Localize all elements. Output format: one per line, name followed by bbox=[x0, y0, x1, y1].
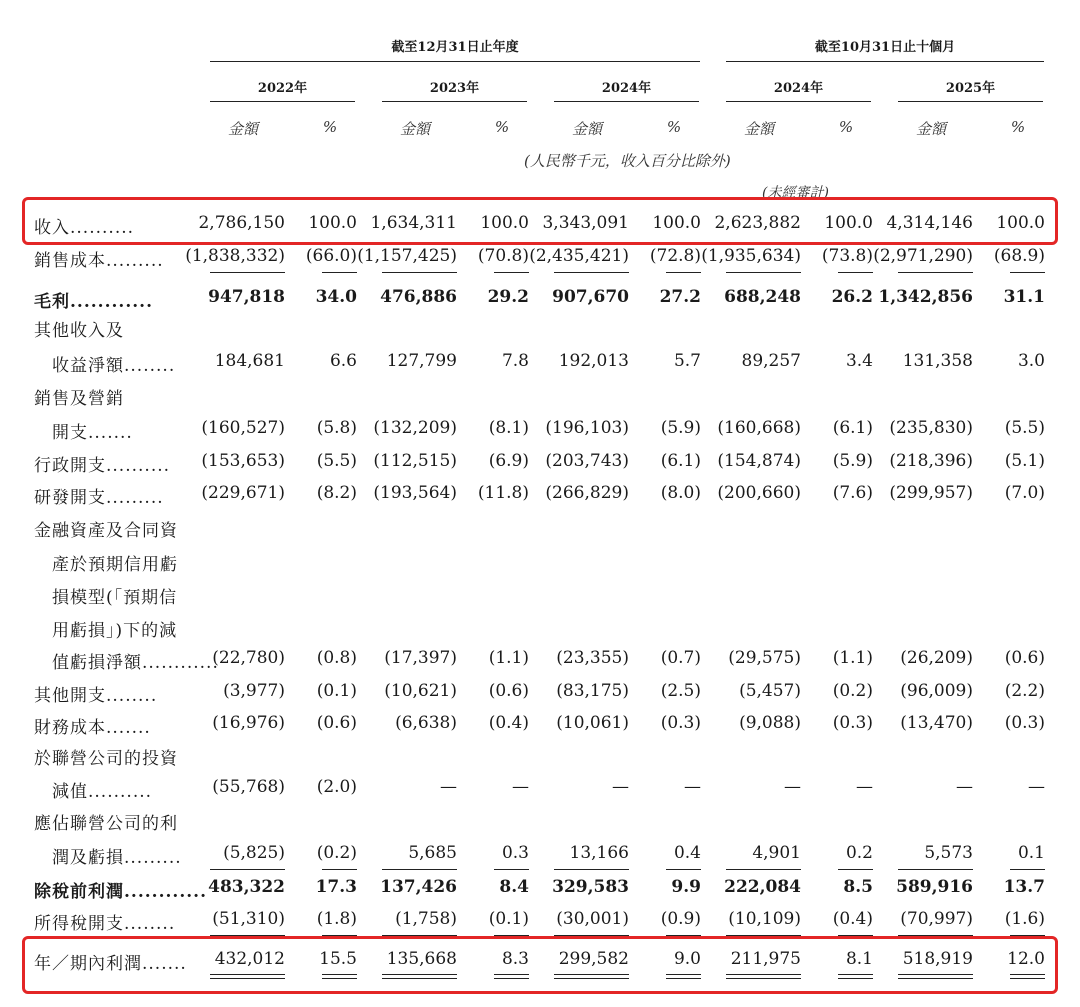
percent-cell: 3.4 bbox=[845, 351, 873, 371]
amount-cell: 127,799 bbox=[386, 351, 457, 371]
subtotal-rule bbox=[666, 272, 701, 273]
percent-cell: (0.2) bbox=[832, 681, 873, 701]
amount-cell: (1,838,332) bbox=[185, 246, 285, 266]
row-label: 損模型(「預期信 bbox=[52, 588, 178, 608]
percent-cell: 100.0 bbox=[652, 213, 701, 233]
percent-cell: 0.4 bbox=[673, 843, 701, 863]
percent-cell: (0.6) bbox=[316, 713, 357, 733]
percent-cell: (73.8) bbox=[821, 246, 873, 266]
percent-cell: 6.6 bbox=[329, 351, 357, 371]
pct-header: % bbox=[666, 118, 682, 136]
percent-cell: (6.1) bbox=[832, 418, 873, 438]
amount-cell: 947,818 bbox=[208, 287, 285, 307]
percent-cell: 26.2 bbox=[831, 287, 873, 307]
amount-cell: (200,660) bbox=[717, 483, 801, 503]
year-header-2023: 2023年 bbox=[429, 81, 480, 96]
amount-cell: 131,358 bbox=[902, 351, 973, 371]
subtotal-rule bbox=[382, 272, 457, 273]
subtotal-rule bbox=[494, 272, 529, 273]
percent-cell: 31.1 bbox=[1003, 287, 1045, 307]
amount-cell: (9,088) bbox=[739, 713, 801, 733]
percent-cell: (2.5) bbox=[660, 681, 701, 701]
percent-cell: (0.3) bbox=[832, 713, 873, 733]
percent-cell: — bbox=[1028, 777, 1045, 797]
percent-cell: 12.0 bbox=[1007, 949, 1045, 969]
percent-cell: 8.5 bbox=[843, 877, 873, 897]
percent-cell: 27.2 bbox=[659, 287, 701, 307]
unaudited-note: (未經審計) bbox=[762, 185, 829, 201]
amount-header: 金額 bbox=[743, 120, 774, 138]
amount-header: 金額 bbox=[399, 120, 430, 138]
percent-cell: (1.1) bbox=[488, 648, 529, 668]
subtotal-rule bbox=[322, 272, 357, 273]
amount-cell: (2,435,421) bbox=[529, 246, 629, 266]
group-header-fiscal-year: 截至12月31日止年度 bbox=[391, 40, 519, 55]
row-label: 潤及虧損......... bbox=[52, 848, 182, 868]
percent-cell: 9.9 bbox=[671, 877, 701, 897]
percent-cell: (5.5) bbox=[316, 451, 357, 471]
row-label: 應佔聯營公司的利 bbox=[34, 814, 178, 834]
percent-cell: (1.1) bbox=[832, 648, 873, 668]
amount-cell: (10,621) bbox=[384, 681, 457, 701]
subtotal-rule bbox=[1010, 272, 1045, 273]
amount-cell: 476,886 bbox=[380, 287, 457, 307]
percent-cell: (5.8) bbox=[316, 418, 357, 438]
percent-cell: 7.8 bbox=[501, 351, 529, 371]
row-label: 其他開支........ bbox=[34, 686, 158, 706]
amount-cell: (10,061) bbox=[556, 713, 629, 733]
amount-cell: (3,977) bbox=[223, 681, 285, 701]
amount-cell: (22,780) bbox=[212, 648, 285, 668]
amount-cell: (17,397) bbox=[384, 648, 457, 668]
percent-cell: 100.0 bbox=[996, 213, 1045, 233]
row-label: 銷售成本......... bbox=[34, 251, 164, 271]
amount-cell: (160,668) bbox=[717, 418, 801, 438]
percent-cell: (5.9) bbox=[832, 451, 873, 471]
amount-cell: (132,209) bbox=[373, 418, 457, 438]
amount-cell: 135,668 bbox=[386, 949, 457, 969]
percent-cell: (0.9) bbox=[660, 909, 701, 929]
row-label: 值虧損淨額............ bbox=[52, 653, 219, 673]
year-rule-2023 bbox=[382, 101, 527, 102]
row-label: 開支....... bbox=[52, 423, 133, 443]
percent-cell: (0.7) bbox=[660, 648, 701, 668]
row-label: 其他收入及 bbox=[34, 321, 124, 341]
subtotal-rule bbox=[1010, 869, 1045, 870]
subtotal-rule bbox=[726, 869, 801, 870]
subtotal-rule bbox=[838, 869, 873, 870]
amount-cell: (1,157,425) bbox=[357, 246, 457, 266]
amount-cell: (16,976) bbox=[212, 713, 285, 733]
amount-cell: 1,634,311 bbox=[370, 213, 457, 233]
year-header-2022: 2022年 bbox=[257, 81, 308, 96]
year-rule-2022 bbox=[210, 101, 355, 102]
percent-cell: — bbox=[512, 777, 529, 797]
amount-cell: (23,355) bbox=[556, 648, 629, 668]
year-header-2024-ten-months: 2024年 bbox=[773, 81, 824, 96]
percent-cell: 100.0 bbox=[480, 213, 529, 233]
percent-cell: (72.8) bbox=[649, 246, 701, 266]
percent-cell: (0.8) bbox=[316, 648, 357, 668]
amount-cell: (10,109) bbox=[728, 909, 801, 929]
pct-header: % bbox=[838, 118, 854, 136]
amount-cell: (299,957) bbox=[889, 483, 973, 503]
amount-cell: (13,470) bbox=[900, 713, 973, 733]
subtotal-rule bbox=[666, 869, 701, 870]
percent-cell: (0.4) bbox=[832, 909, 873, 929]
amount-cell: (51,310) bbox=[212, 909, 285, 929]
amount-cell: (112,515) bbox=[373, 451, 457, 471]
percent-cell: 13.7 bbox=[1003, 877, 1045, 897]
percent-cell: 29.2 bbox=[487, 287, 529, 307]
row-label: 財務成本....... bbox=[34, 718, 151, 738]
amount-cell: — bbox=[784, 777, 801, 797]
percent-cell: (7.0) bbox=[1004, 483, 1045, 503]
amount-cell: 1,342,856 bbox=[878, 287, 973, 307]
amount-cell: 589,916 bbox=[896, 877, 973, 897]
percent-cell: 5.7 bbox=[673, 351, 701, 371]
amount-cell: 329,583 bbox=[552, 877, 629, 897]
percent-cell: (0.4) bbox=[488, 713, 529, 733]
percent-cell: 0.1 bbox=[1017, 843, 1045, 863]
subtotal-rule bbox=[322, 869, 357, 870]
amount-cell: — bbox=[440, 777, 457, 797]
percent-cell: 8.4 bbox=[499, 877, 529, 897]
amount-cell: 483,322 bbox=[208, 877, 285, 897]
percent-cell: (0.6) bbox=[1004, 648, 1045, 668]
percent-cell: (66.0) bbox=[305, 246, 357, 266]
pct-header: % bbox=[494, 118, 510, 136]
group-rule-left bbox=[210, 61, 700, 62]
percent-cell: (8.1) bbox=[488, 418, 529, 438]
row-label: 於聯營公司的投資 bbox=[34, 749, 178, 769]
subtotal-rule bbox=[838, 272, 873, 273]
percent-cell: 9.0 bbox=[673, 949, 701, 969]
amount-cell: (193,564) bbox=[373, 483, 457, 503]
percent-cell: (2.2) bbox=[1004, 681, 1045, 701]
percent-cell: 34.0 bbox=[315, 287, 357, 307]
amount-cell: 192,013 bbox=[558, 351, 629, 371]
row-label: 除稅前利潤............ bbox=[34, 882, 208, 902]
amount-cell: (96,009) bbox=[900, 681, 973, 701]
row-label: 銷售及營銷 bbox=[34, 389, 124, 409]
highlight-box-profit bbox=[22, 936, 1058, 994]
percent-cell: (8.2) bbox=[316, 483, 357, 503]
amount-cell: 137,426 bbox=[380, 877, 457, 897]
amount-cell: (1,758) bbox=[395, 909, 457, 929]
row-label: 年／期內利潤....... bbox=[34, 954, 187, 974]
percent-cell: (5.5) bbox=[1004, 418, 1045, 438]
group-header-ten-months: 截至10月31日止十個月 bbox=[814, 40, 956, 55]
amount-cell: (218,396) bbox=[889, 451, 973, 471]
amount-cell: (1,935,634) bbox=[701, 246, 801, 266]
amount-cell: 3,343,091 bbox=[542, 213, 629, 233]
percent-cell: (7.6) bbox=[832, 483, 873, 503]
row-label: 行政開支.......... bbox=[34, 456, 171, 476]
amount-cell: — bbox=[956, 777, 973, 797]
percent-cell: (70.8) bbox=[477, 246, 529, 266]
amount-cell: (30,001) bbox=[556, 909, 629, 929]
amount-cell: 4,901 bbox=[752, 843, 801, 863]
pct-header: % bbox=[322, 118, 338, 136]
percent-cell: (8.0) bbox=[660, 483, 701, 503]
amount-cell: (6,638) bbox=[395, 713, 457, 733]
row-label: 收入.......... bbox=[34, 218, 135, 238]
amount-cell: 89,257 bbox=[741, 351, 801, 371]
highlight-box-revenue bbox=[22, 197, 1058, 245]
percent-cell: (1.6) bbox=[1004, 909, 1045, 929]
row-label: 減值.......... bbox=[52, 782, 153, 802]
row-label: 毛利............ bbox=[34, 292, 154, 312]
amount-cell: (229,671) bbox=[201, 483, 285, 503]
row-label: 產於預期信用虧 bbox=[52, 555, 178, 575]
amount-header: 金額 bbox=[571, 120, 602, 138]
amount-cell: (160,527) bbox=[201, 418, 285, 438]
percent-cell: (0.3) bbox=[660, 713, 701, 733]
subtotal-rule bbox=[726, 272, 801, 273]
amount-cell: 518,919 bbox=[902, 949, 973, 969]
subtotal-rule bbox=[898, 869, 973, 870]
percent-cell: (0.1) bbox=[316, 681, 357, 701]
amount-cell: 184,681 bbox=[214, 351, 285, 371]
amount-cell: (196,103) bbox=[545, 418, 629, 438]
amount-cell: 688,248 bbox=[724, 287, 801, 307]
subtotal-rule bbox=[554, 272, 629, 273]
amount-cell: (5,457) bbox=[739, 681, 801, 701]
percent-cell: (0.2) bbox=[316, 843, 357, 863]
year-rule-2024-ten-months bbox=[726, 101, 871, 102]
percent-cell: 0.3 bbox=[501, 843, 529, 863]
amount-cell: (26,209) bbox=[900, 648, 973, 668]
year-header-2024: 2024年 bbox=[601, 81, 652, 96]
row-label: 收益淨額........ bbox=[52, 356, 176, 376]
percent-cell: (2.0) bbox=[316, 777, 357, 797]
percent-cell: 100.0 bbox=[824, 213, 873, 233]
amount-cell: (5,825) bbox=[223, 843, 285, 863]
amount-cell: 5,573 bbox=[924, 843, 973, 863]
percent-cell: 0.2 bbox=[845, 843, 873, 863]
amount-cell: (235,830) bbox=[889, 418, 973, 438]
group-rule-right bbox=[726, 61, 1044, 62]
amount-cell: 2,786,150 bbox=[198, 213, 285, 233]
amount-cell: 13,166 bbox=[569, 843, 629, 863]
percent-cell: — bbox=[856, 777, 873, 797]
percent-cell: (5.9) bbox=[660, 418, 701, 438]
percent-cell: (0.6) bbox=[488, 681, 529, 701]
subtotal-rule bbox=[554, 869, 629, 870]
amount-cell: (154,874) bbox=[717, 451, 801, 471]
year-header-2025: 2025年 bbox=[945, 81, 996, 96]
amount-cell: 4,314,146 bbox=[886, 213, 973, 233]
amount-cell: 211,975 bbox=[730, 949, 801, 969]
percent-cell: (68.9) bbox=[993, 246, 1045, 266]
subtotal-rule bbox=[210, 869, 285, 870]
amount-cell: 222,084 bbox=[724, 877, 801, 897]
row-label: 金融資產及合同資 bbox=[34, 521, 178, 541]
pct-header: % bbox=[1010, 118, 1026, 136]
row-label: 用虧損」)下的減 bbox=[52, 621, 178, 641]
amount-cell: (55,768) bbox=[212, 777, 285, 797]
percent-cell: (11.8) bbox=[477, 483, 529, 503]
amount-cell: — bbox=[612, 777, 629, 797]
percent-cell: (0.1) bbox=[488, 909, 529, 929]
percent-cell: 17.3 bbox=[315, 877, 357, 897]
percent-cell: (6.9) bbox=[488, 451, 529, 471]
percent-cell: (0.3) bbox=[1004, 713, 1045, 733]
amount-cell: 432,012 bbox=[214, 949, 285, 969]
percent-cell: (1.8) bbox=[316, 909, 357, 929]
percent-cell: 8.3 bbox=[501, 949, 529, 969]
subtotal-rule bbox=[494, 869, 529, 870]
amount-cell: (29,575) bbox=[728, 648, 801, 668]
subtotal-rule bbox=[898, 272, 973, 273]
amount-cell: 907,670 bbox=[552, 287, 629, 307]
amount-cell: 5,685 bbox=[408, 843, 457, 863]
unit-note: (人民幣千元，收入百分比除外) bbox=[524, 152, 731, 170]
percent-cell: — bbox=[684, 777, 701, 797]
amount-cell: (2,971,290) bbox=[873, 246, 973, 266]
subtotal-rule bbox=[382, 869, 457, 870]
amount-header: 金額 bbox=[227, 120, 258, 138]
row-label: 研發開支......... bbox=[34, 488, 164, 508]
percent-cell: 8.1 bbox=[845, 949, 873, 969]
amount-cell: (70,997) bbox=[900, 909, 973, 929]
year-rule-2024 bbox=[554, 101, 699, 102]
percent-cell: 100.0 bbox=[308, 213, 357, 233]
amount-header: 金額 bbox=[915, 120, 946, 138]
amount-cell: (203,743) bbox=[545, 451, 629, 471]
amount-cell: 299,582 bbox=[558, 949, 629, 969]
percent-cell: 3.0 bbox=[1017, 351, 1045, 371]
year-rule-2025 bbox=[898, 101, 1043, 102]
amount-cell: (83,175) bbox=[556, 681, 629, 701]
percent-cell: 15.5 bbox=[319, 949, 357, 969]
subtotal-rule bbox=[210, 272, 285, 273]
amount-cell: 2,623,882 bbox=[714, 213, 801, 233]
amount-cell: (266,829) bbox=[545, 483, 629, 503]
percent-cell: (5.1) bbox=[1004, 451, 1045, 471]
amount-cell: (153,653) bbox=[201, 451, 285, 471]
row-label: 所得稅開支........ bbox=[34, 914, 176, 934]
percent-cell: (6.1) bbox=[660, 451, 701, 471]
